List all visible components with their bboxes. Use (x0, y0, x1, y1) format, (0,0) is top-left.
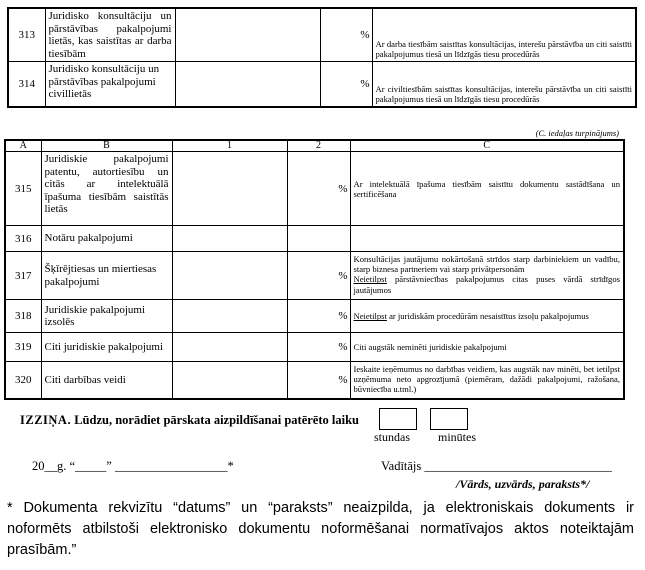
percent-cell-col2[interactable]: % (320, 62, 372, 108)
continuation-label: (C. iedaļas turpinājums) (535, 128, 619, 138)
table-row (5, 252, 624, 300)
row-description (350, 226, 624, 252)
hours-label: stundas (374, 430, 410, 444)
head-label: Vadītājs (381, 459, 422, 473)
percent-cell-col2[interactable]: % (287, 300, 350, 333)
row-code: 319 (5, 333, 41, 362)
row-name: Notāru pakalpojumi (41, 226, 172, 252)
signature-hint: /Vārds, uzvārds, paraksts*/ (456, 477, 590, 491)
row-name: Juridisko konsultāciju un pārstāvības pakalpojumi civillietās (45, 62, 175, 108)
row-description: Citi augstāk neminēti juridiskie pakalpojumi (350, 333, 624, 362)
percent-cell-col2[interactable]: % (287, 362, 350, 400)
table-row (8, 8, 636, 62)
value-cell-col1[interactable] (175, 62, 320, 108)
row-description (350, 252, 624, 300)
description-exclusion-text: ar juridiskām procedūrām nesaistītus izsoļu pakalpojumus (386, 311, 589, 322)
table-row (5, 226, 624, 252)
row-code: 316 (5, 226, 41, 252)
date-field[interactable]: 20__g. “_____” __________________* (32, 459, 234, 473)
row-description: Ieskaite ieņēmumus no darbības veidiem, kas augstāk nav minēti, bet ietilpst uzņēmuma neto apgrozījumā (piemēram, dažādi pakalpojumi, ražošana, būvniecība u.tml.) (350, 362, 624, 400)
row-name: Šķīrējtiesas un miertiesas pakalpojumi (41, 252, 172, 300)
value-cell-col1[interactable] (172, 362, 287, 400)
footnote: * Dokumenta rekvizītu “datums” un “paraksts” neaizpilda, ja elektroniskais dokuments ir noformēts atbilstoši elektronisko dokumentu noformēšanai normatīvajos aktos noteiktajām prasībām.” (7, 500, 634, 558)
table-row (5, 333, 624, 362)
percent-cell-col2[interactable]: % (287, 333, 350, 362)
header-col-b: B (41, 140, 172, 152)
description-exclusion: Neietilpst (353, 274, 387, 285)
description-exclusion: Neietilpst (353, 311, 387, 322)
percent-cell-col2[interactable]: % (287, 252, 350, 300)
row-name: Citi darbības veidi (41, 362, 172, 400)
time-spent-note (20, 413, 359, 428)
value-cell-col1[interactable] (172, 300, 287, 333)
row-code: 315 (5, 152, 41, 226)
head-signature-line: ______________________________ (424, 459, 612, 473)
percent-cell-col2[interactable]: % (320, 8, 372, 62)
head-signature-field[interactable] (381, 459, 612, 474)
table-header-row (5, 140, 624, 152)
table-row (5, 300, 624, 333)
table-row (5, 362, 624, 400)
header-col-1: 1 (172, 140, 287, 152)
top-services-table (7, 7, 637, 108)
percent-cell-col2[interactable]: % (287, 152, 350, 226)
minutes-label: minūtes (438, 430, 476, 444)
description-main: Konsultācijas jautājumu nokārtošanā strīdos starp darbiniekiem un vadību, starp biznesa partneriem vai starp privātpersonām (353, 254, 620, 275)
note-label: IZZIŅA. (20, 413, 72, 427)
value-cell-col1[interactable] (175, 8, 320, 62)
hours-input[interactable] (379, 408, 417, 430)
note-text: Lūdzu, norādiet pārskata aizpildīšanai patērēto laiku (74, 413, 359, 427)
row-description: Ar darba tiesībām saistītas konsultācijas, interešu pārstāvība un citi saistīti pakalpojumus tiesā un līdzīgās tiesu procedūrās (372, 8, 636, 62)
table-row (5, 152, 624, 226)
value-cell-col1[interactable] (172, 226, 287, 252)
row-code: 313 (8, 8, 45, 62)
row-code: 318 (5, 300, 41, 333)
table-row (8, 62, 636, 108)
row-name: Juridiskie pakalpojumi patentu, autortiesību un citās ar intelektuālā īpašuma tiesībām saistītās lietās (41, 152, 172, 226)
header-col-c: C (350, 140, 624, 152)
value-cell-col1[interactable] (172, 252, 287, 300)
services-table (4, 139, 625, 400)
value-cell-col1[interactable] (172, 333, 287, 362)
row-description: Ar intelektuālā īpašuma tiesībām saistītu dokumentu sastādīšana un sertificēšana (350, 152, 624, 226)
row-name: Juridiskie pakalpojumi izsolēs (41, 300, 172, 333)
row-description: Ar civiltiesībām saistītas konsultācijas, interešu pārstāvība un citi saistīti pakalpojumus tiesā un līdzīgās tiesu procedūrās (372, 62, 636, 108)
row-code: 314 (8, 62, 45, 108)
row-code: 317 (5, 252, 41, 300)
header-col-a: A (5, 140, 41, 152)
value-cell-col1[interactable] (172, 152, 287, 226)
row-name: Juridisko konsultāciju un pārstāvības pakalpojumi lietās, kas saistītas ar darba tiesībām (45, 8, 175, 62)
header-col-2: 2 (287, 140, 350, 152)
row-description (350, 300, 624, 333)
description-exclusion-text: pārstāvniecības pakalpojumus citas puses vārdā strīdīgos jautājumos (353, 274, 620, 295)
minutes-input[interactable] (430, 408, 468, 430)
row-code: 320 (5, 362, 41, 400)
row-name: Citi juridiskie pakalpojumi (41, 333, 172, 362)
percent-cell-col2[interactable] (287, 226, 350, 252)
